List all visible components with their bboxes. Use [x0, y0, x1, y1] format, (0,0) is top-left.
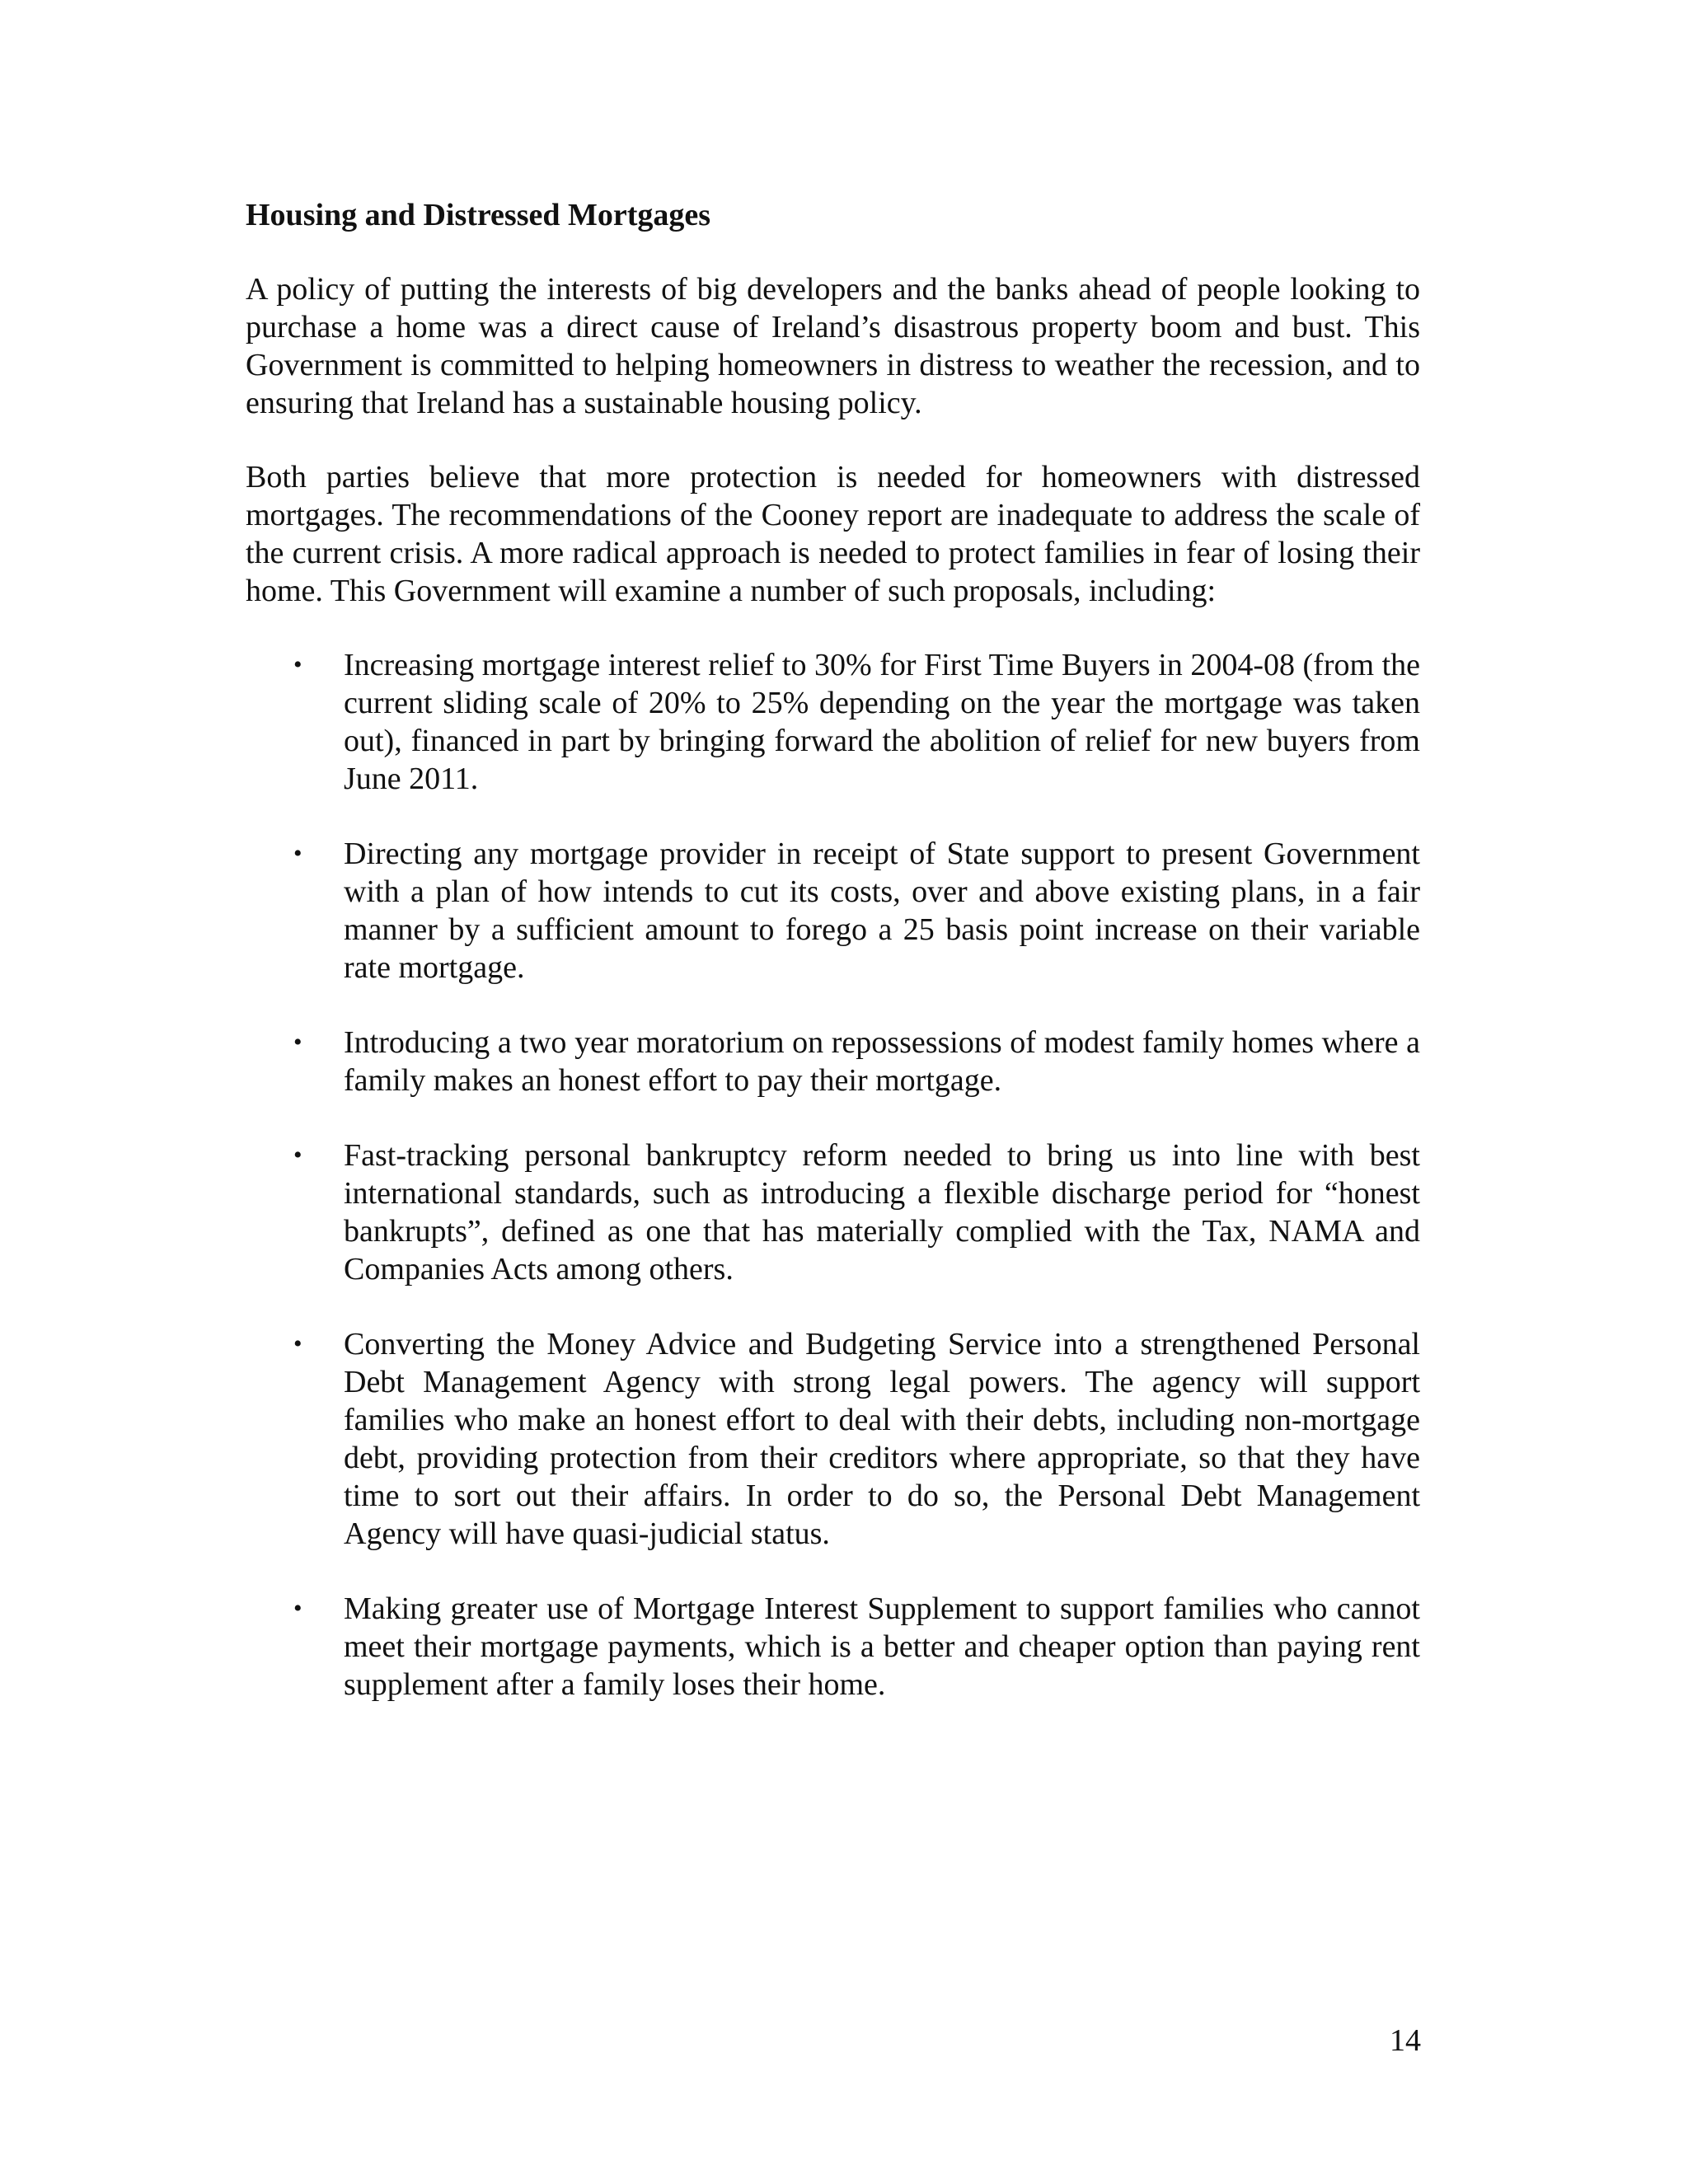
list-item — [246, 1024, 1420, 1099]
list-item-text: Introducing a two year moratorium on repossessions of modest family homes where a family makes an honest effort to pay their mortgage. — [344, 1025, 1420, 1098]
intro-paragraph: A policy of putting the interests of big developers and the banks ahead of people looking to purchase a home was a direct cause of Ireland’s disastrous property boom and bust. This Government is committed to helping homeowners in distress to weather the recession, and to ensuring that Ireland has a sustainable housing policy. — [246, 272, 1420, 420]
bullet-point-icon: • — [293, 840, 302, 867]
list-item-text: Making greater use of Mortgage Interest Supplement to support families who cannot meet their mortgage payments, which is a better and cheaper option than paying rent supplement after a family loses their home. — [344, 1591, 1420, 1702]
list-item-text: Increasing mortgage interest relief to 30% for First Time Buyers in 2004-08 (from the current sliding scale of 20% to 25% depending on the year the mortgage was taken out), financed in part by bringing forward the abolition of relief for new buyers from June 2011. — [344, 648, 1420, 796]
list-item — [246, 1137, 1420, 1288]
document-page — [246, 196, 1420, 1741]
section-heading: Housing and Distressed Mortgages — [246, 198, 711, 232]
proposal-list — [246, 646, 1420, 1704]
bullet-point-icon: • — [293, 1595, 302, 1622]
list-item — [246, 1590, 1420, 1704]
list-item-text: Fast-tracking personal bankruptcy reform needed to bring us into line with best international standards, such as introducing a flexible discharge period for “honest bankrupts”, defined as one that has materially complied with the Tax, NAMA and Companies Acts among others. — [344, 1138, 1420, 1286]
list-item-text: Converting the Money Advice and Budgeting Service into a strengthened Personal Debt Management Agency with strong legal powers. The agency will support families who make an honest effort to deal with their debts, including non-mortgage debt, providing protection from their creditors where appropriate, so that they have time to sort out their affairs. In order to do so, the Personal Debt Management Agency will have quasi-judicial status. — [344, 1327, 1420, 1551]
bullet-point-icon: • — [293, 1141, 302, 1169]
bullet-point-icon: • — [293, 651, 302, 678]
bullet-point-icon: • — [293, 1330, 302, 1357]
list-item — [246, 835, 1420, 987]
bullet-point-icon: • — [293, 1029, 302, 1056]
list-item — [246, 646, 1420, 798]
page-number: 14 — [1390, 2023, 1421, 2058]
list-item — [246, 1325, 1420, 1553]
list-item-text: Directing any mortgage provider in receipt of State support to present Government with a plan of how intends to cut its costs, over and above existing plans, in a fair manner by a sufficient amount to forego a 25 basis point increase on their variable rate mortgage. — [344, 837, 1420, 985]
proposals-paragraph: Both parties believe that more protection is needed for homeowners with distressed mortgages. The recommendations of the Cooney report are inadequate to address the scale of the current crisis. A more radical approach is needed to protect families in fear of losing their home. This Government will examine a number of such proposals, including: — [246, 460, 1420, 608]
